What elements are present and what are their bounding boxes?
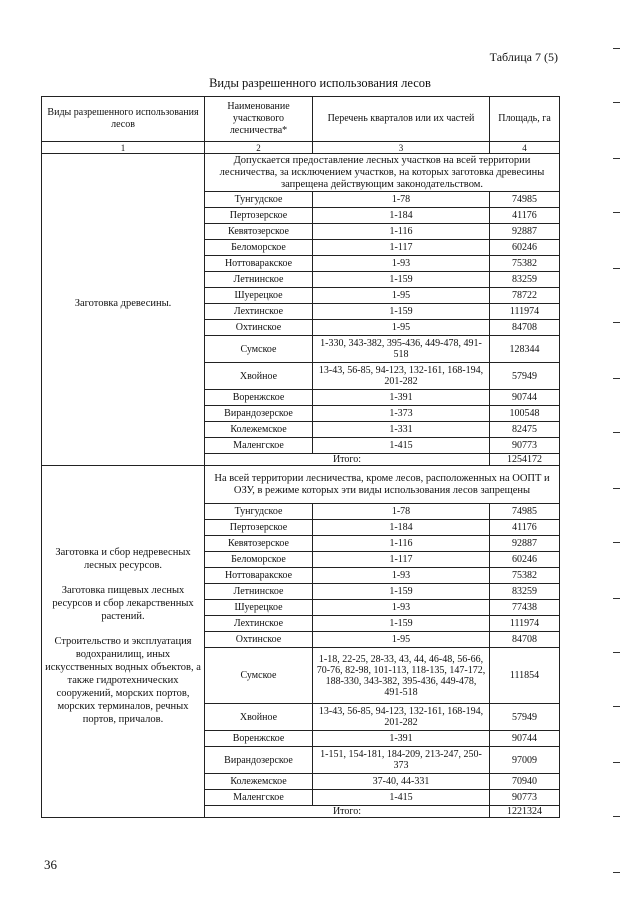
use-type-text: Заготовка древесины. <box>74 298 172 309</box>
column-number-row <box>42 142 560 154</box>
use-type-text: Заготовка пищевых лесных ресурсов и сбор лекарственных растений. <box>52 584 194 622</box>
margin-tick <box>613 432 620 433</box>
area-value: 92887 <box>490 224 560 240</box>
area-value: 75382 <box>490 256 560 272</box>
forestry-name: Вирандозерское <box>205 747 313 774</box>
forest-use-table <box>41 96 560 818</box>
forestry-name: Хвойное <box>205 704 313 731</box>
quarter-list: 13-43, 56-85, 94-123, 132-161, 168-194, 201-282 <box>313 363 490 390</box>
forestry-name: Воренжское <box>205 731 313 747</box>
quarter-list: 1-391 <box>313 731 490 747</box>
forestry-name: Колежемское <box>205 774 313 790</box>
area-value: 82475 <box>490 422 560 438</box>
area-value: 74985 <box>490 192 560 208</box>
section-note-row <box>42 154 560 192</box>
column-number: 4 <box>490 142 560 154</box>
quarter-list: 1-95 <box>313 288 490 304</box>
area-value: 75382 <box>490 568 560 584</box>
quarter-list: 1-93 <box>313 600 490 616</box>
forestry-name: Охтинское <box>205 632 313 648</box>
area-value: 90744 <box>490 390 560 406</box>
forestry-name: Кевятозерское <box>205 224 313 240</box>
margin-tick <box>613 872 620 873</box>
use-type-cell <box>42 154 205 466</box>
quarter-list: 1-159 <box>313 584 490 600</box>
margin-tick <box>613 542 620 543</box>
column-number: 3 <box>313 142 490 154</box>
area-value: 111854 <box>490 648 560 704</box>
forestry-name: Кевятозерское <box>205 536 313 552</box>
forestry-name: Ноттоваракское <box>205 568 313 584</box>
margin-tick <box>613 598 620 599</box>
area-value: 41176 <box>490 520 560 536</box>
margin-tick <box>613 816 620 817</box>
total-value: 1221324 <box>490 806 560 818</box>
forestry-name: Пертозерское <box>205 208 313 224</box>
forestry-name: Охтинское <box>205 320 313 336</box>
forestry-name: Лехтинское <box>205 304 313 320</box>
header-row <box>42 97 560 142</box>
area-value: 57949 <box>490 363 560 390</box>
margin-tick <box>613 268 620 269</box>
quarter-list: 1-415 <box>313 438 490 454</box>
margin-tick <box>613 212 620 213</box>
section-non-timber-use <box>42 466 560 818</box>
area-value: 74985 <box>490 504 560 520</box>
quarter-list: 1-95 <box>313 632 490 648</box>
quarter-list: 1-331 <box>313 422 490 438</box>
quarter-list: 1-415 <box>313 790 490 806</box>
column-number: 1 <box>42 142 205 154</box>
table-label: Таблица 7 (5) <box>489 50 558 64</box>
area-value: 84708 <box>490 320 560 336</box>
total-value: 1254172 <box>490 454 560 466</box>
area-value: 111974 <box>490 616 560 632</box>
section-note: Допускается предоставление лесных участков на всей территории лесничества, за исключением участков, на которых заготовка древесины запрещена действующим законодательством. <box>205 154 560 192</box>
use-type-cell <box>42 466 205 818</box>
quarter-list: 1-373 <box>313 406 490 422</box>
area-value: 90773 <box>490 790 560 806</box>
margin-tick <box>613 48 620 49</box>
forestry-name: Пертозерское <box>205 520 313 536</box>
quarter-list: 1-159 <box>313 616 490 632</box>
area-value: 77438 <box>490 600 560 616</box>
forestry-name: Ноттоваракское <box>205 256 313 272</box>
quarter-list: 1-184 <box>313 208 490 224</box>
quarter-list: 1-330, 343-382, 395-436, 449-478, 491-518 <box>313 336 490 363</box>
use-type-text: Заготовка и сбор недревесных лесных ресурсов. <box>55 546 191 571</box>
quarter-list: 1-93 <box>313 568 490 584</box>
area-value: 41176 <box>490 208 560 224</box>
area-value: 57949 <box>490 704 560 731</box>
forestry-name: Тунгудское <box>205 504 313 520</box>
area-value: 128344 <box>490 336 560 363</box>
forestry-name: Шуерецкое <box>205 288 313 304</box>
quarter-list: 1-159 <box>313 304 490 320</box>
area-value: 90773 <box>490 438 560 454</box>
forestry-name: Беломорское <box>205 552 313 568</box>
section-note: На всей территории лесничества, кроме лесов, расположенных на ООПТ и ОЗУ, в режиме которых эти виды использования лесов запрещены <box>205 466 560 504</box>
area-value: 100548 <box>490 406 560 422</box>
forestry-name: Маленгское <box>205 438 313 454</box>
area-value: 70940 <box>490 774 560 790</box>
forestry-name: Летнинское <box>205 584 313 600</box>
margin-tick <box>613 652 620 653</box>
area-value: 78722 <box>490 288 560 304</box>
quarter-list: 1-18, 22-25, 28-33, 43, 44, 46-48, 56-66, 70-76, 82-98, 101-113, 118-135, 147-172, 188-330, 343-382, 395-436, 449-478, 491-518 <box>313 648 490 704</box>
margin-tick <box>613 762 620 763</box>
quarter-list: 1-93 <box>313 256 490 272</box>
quarter-list: 1-78 <box>313 192 490 208</box>
area-value: 97009 <box>490 747 560 774</box>
area-value: 83259 <box>490 272 560 288</box>
column-number: 2 <box>205 142 313 154</box>
header-forestry: Наименование участкового лесничества* <box>205 97 313 142</box>
area-value: 60246 <box>490 552 560 568</box>
quarter-list: 1-159 <box>313 272 490 288</box>
forestry-name: Сумское <box>205 648 313 704</box>
forestry-name: Хвойное <box>205 363 313 390</box>
quarter-list: 37-40, 44-331 <box>313 774 490 790</box>
forestry-name: Вирандозерское <box>205 406 313 422</box>
margin-tick <box>613 488 620 489</box>
section-note-row <box>42 466 560 504</box>
section-timber-harvest <box>42 154 560 466</box>
margin-tick <box>613 102 620 103</box>
margin-tick <box>613 158 620 159</box>
area-value: 111974 <box>490 304 560 320</box>
margin-tick <box>613 378 620 379</box>
quarter-list: 1-184 <box>313 520 490 536</box>
quarter-list: 1-78 <box>313 504 490 520</box>
quarter-list: 1-116 <box>313 536 490 552</box>
quarter-list: 1-151, 154-181, 184-209, 213-247, 250-373 <box>313 747 490 774</box>
forestry-name: Колежемское <box>205 422 313 438</box>
forestry-name: Маленгское <box>205 790 313 806</box>
margin-tick <box>613 322 620 323</box>
header-quarters: Перечень кварталов или их частей <box>313 97 490 142</box>
total-label: Итого: <box>205 454 490 466</box>
forestry-name: Воренжское <box>205 390 313 406</box>
use-type-text: Строительство и эксплуатация водохранилищ, иных искусственных водных объектов, а также гидротехнических сооружений, морских портов, морских терминалов, речных портов, причалов. <box>45 635 201 725</box>
area-value: 60246 <box>490 240 560 256</box>
forestry-name: Беломорское <box>205 240 313 256</box>
forestry-name: Лехтинское <box>205 616 313 632</box>
quarter-list: 1-116 <box>313 224 490 240</box>
quarter-list: 1-95 <box>313 320 490 336</box>
header-use: Виды разрешенного использования лесов <box>42 97 205 142</box>
quarter-list: 13-43, 56-85, 94-123, 132-161, 168-194, 201-282 <box>313 704 490 731</box>
header-area: Площадь, га <box>490 97 560 142</box>
forestry-name: Летнинское <box>205 272 313 288</box>
area-value: 90744 <box>490 731 560 747</box>
area-value: 84708 <box>490 632 560 648</box>
total-label: Итого: <box>205 806 490 818</box>
quarter-list: 1-117 <box>313 240 490 256</box>
forestry-name: Сумское <box>205 336 313 363</box>
area-value: 83259 <box>490 584 560 600</box>
table-title: Виды разрешенного использования лесов <box>209 76 431 90</box>
quarter-list: 1-391 <box>313 390 490 406</box>
quarter-list: 1-117 <box>313 552 490 568</box>
forestry-name: Тунгудское <box>205 192 313 208</box>
page-number: 36 <box>44 857 57 872</box>
margin-tick <box>613 706 620 707</box>
forestry-name: Шуерецкое <box>205 600 313 616</box>
area-value: 92887 <box>490 536 560 552</box>
